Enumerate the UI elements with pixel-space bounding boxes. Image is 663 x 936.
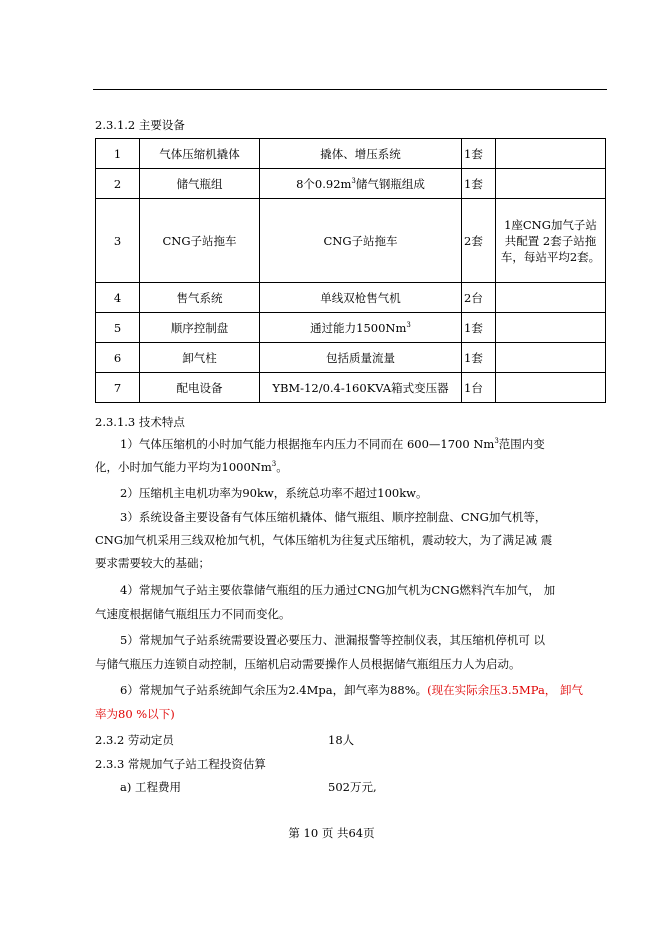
specification-text-suffix: 储气钢瓶组成 [355, 176, 425, 191]
equipment-name-cell: 卸气柱 [140, 343, 260, 373]
table-row [96, 313, 606, 343]
specification-cell [260, 343, 462, 373]
equipment-name-cell: 气体压缩机撬体 [140, 139, 260, 169]
quantity-cell: 1套 [462, 343, 496, 373]
paragraph-1-line-2: 化，小时加气能力平均为1000Nm$^3$。 [95, 460, 288, 474]
quantity-cell: 1套 [462, 169, 496, 199]
paragraph-3-line-2: CNG加气机采用三线双枪加气机，气体压缩机为往复式压缩机，震动较大，为了满足减 震 [95, 533, 553, 547]
paragraph-2: 2）压缩机主电机功率为90kw，系统总功率不超过100kw。 [120, 486, 428, 500]
quantity-cell: 2台 [462, 283, 496, 313]
specification-cell [260, 139, 462, 169]
row-number-cell: 4 [96, 283, 140, 313]
note-cell [496, 169, 606, 199]
table-row [96, 343, 606, 373]
specification-cell [260, 283, 462, 313]
equipment-name-cell: 售气系统 [140, 283, 260, 313]
quantity-cell: 1台 [462, 373, 496, 403]
specification-cell [260, 373, 462, 403]
row-number-cell: 1 [96, 139, 140, 169]
paragraph-5-line-2: 与储气瓶压力连锁自动控制，压缩机启动需要操作人员根据储气瓶组压力人为启动。 [95, 657, 521, 671]
cost-value: 502万元, [328, 780, 377, 794]
equipment-name-cell: 配电设备 [140, 373, 260, 403]
table-row [96, 139, 606, 169]
labor-value: 18人 [328, 733, 355, 747]
equipment-name-cell: CNG子站拖车 [140, 199, 260, 283]
table-row [96, 373, 606, 403]
specification-text: 通过能力1500Nm [310, 320, 407, 335]
quantity-cell: 2套 [462, 199, 496, 283]
note-cell [496, 343, 606, 373]
quantity-cell: 1套 [462, 139, 496, 169]
unit-superscript: 3 [351, 176, 356, 185]
specification-text: YBM-12/0.4-160KVA箱式变压器 [272, 380, 449, 395]
specification-text: 撬体、增压系统 [320, 146, 401, 161]
paragraph-6-line-2: 率为80 %以下) [95, 707, 175, 721]
equipment-name-cell: 顺序控制盘 [140, 313, 260, 343]
row-number-cell: 2 [96, 169, 140, 199]
specification-cell [260, 169, 462, 199]
specification-text: 单线双枪售气机 [320, 290, 401, 305]
paragraph-4-line-1: 4）常规加气子站主要依靠储气瓶组的压力通过CNG加气机为CNG燃料汽车加气， 加 [120, 583, 556, 597]
section-heading-labor: 2.3.2 劳动定员 [95, 733, 174, 747]
paragraph-6-line-1: 6）常规加气子站系统卸气余压为2.4Mpa，卸气率为88%。(现在实际余压3.5MPa， 卸气 [120, 683, 583, 697]
paragraph-6-red-note: (现在实际余压3.5MPa， 卸气 [427, 683, 583, 697]
section-heading-investment: 2.3.3 常规加气子站工程投资估算 [95, 757, 266, 771]
row-number-cell: 6 [96, 343, 140, 373]
paragraph-5-line-1: 5）常规加气子站系统需要设置必要压力、泄漏报警等控制仪表，其压缩机停机可 以 [120, 633, 545, 647]
table-row [96, 169, 606, 199]
section-heading-main-equipment: 2.3.1.2 主要设备 [95, 118, 185, 132]
paragraph-4-line-2: 气速度根据储气瓶组压力不同而变化。 [95, 607, 291, 621]
table-row [96, 199, 606, 283]
table-row [96, 283, 606, 313]
specification-text: 包括质量流量 [326, 350, 395, 365]
note-cell [496, 139, 606, 169]
note-cell [496, 283, 606, 313]
paragraph-3-line-3: 要求需要较大的基础； [95, 556, 210, 570]
unit-superscript: 3 [406, 320, 411, 329]
row-number-cell: 3 [96, 199, 140, 283]
header-rule [93, 89, 607, 90]
section-heading-tech-features: 2.3.1.3 技术特点 [95, 415, 185, 429]
row-number-cell: 5 [96, 313, 140, 343]
specification-text: CNG子站拖车 [323, 233, 398, 248]
paragraph-3-line-1: 3）系统设备主要设备有气体压缩机撬体、储气瓶组、顺序控制盘、CNG加气机等， [120, 510, 547, 524]
specification-cell [260, 199, 462, 283]
note-cell [496, 373, 606, 403]
equipment-table [95, 138, 606, 403]
cost-label: a) 工程费用 [120, 780, 181, 794]
equipment-name-cell: 储气瓶组 [140, 169, 260, 199]
row-number-cell: 7 [96, 373, 140, 403]
equipment-table-body [96, 139, 606, 403]
quantity-cell: 1套 [462, 313, 496, 343]
note-cell [496, 313, 606, 343]
paragraph-1-line-1: 1）气体压缩机的小时加气能力根据拖车内压力不同而在 600—1700 Nm$^3$范围内变 [120, 437, 545, 451]
note-cell: 1座CNG加气子站共配置 2套子站拖车，每站平均2套。 [496, 199, 606, 283]
page-footer: 第 10 页 共64页 [288, 826, 375, 840]
specification-text: 8个0.92m [296, 176, 352, 191]
specification-cell [260, 313, 462, 343]
